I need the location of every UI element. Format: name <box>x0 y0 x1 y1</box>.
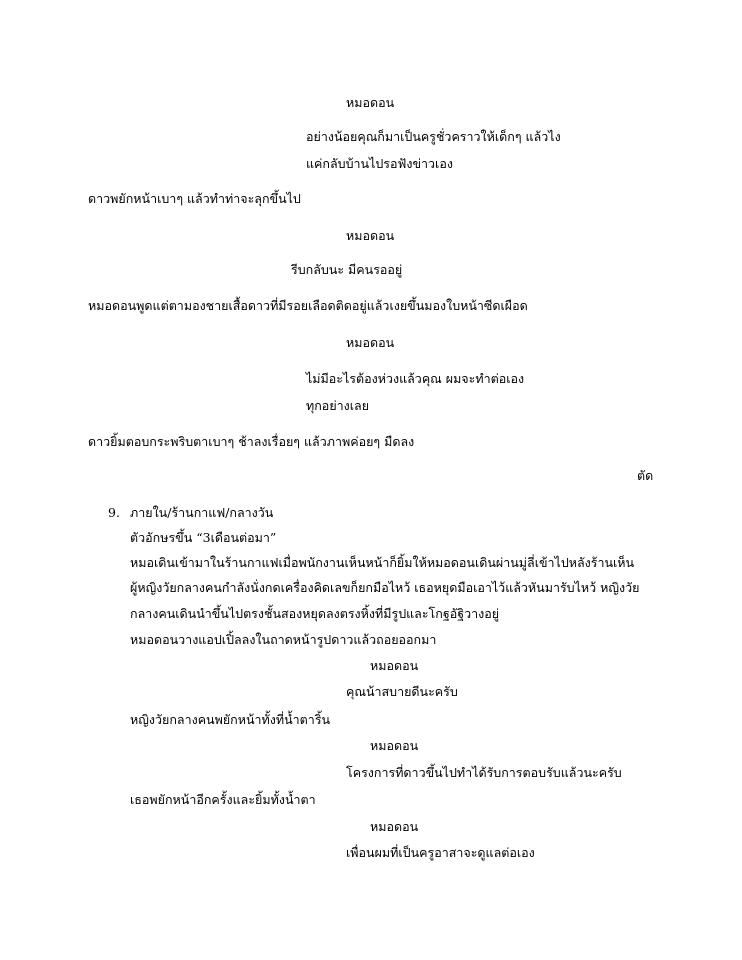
title-card-line: ตัวอักษรขึ้น “3เดือนต่อมา” <box>130 530 277 545</box>
character-cue: หมอดอน <box>346 228 395 243</box>
dialogue-line: แค่กลับบ้านไปรอฟังข่าวเอง <box>306 156 453 171</box>
action-line: หมอดอนวางแอปเปิ้ลลงในถาดหน้ารูปดาวแล้วถอยออกมา <box>130 632 437 647</box>
character-cue: หมอดอน <box>370 658 419 673</box>
action-line: เธอพยักหน้าอีกครั้งและยิ้มทั้งน้ำตา <box>130 792 316 807</box>
character-cue: หมอดอน <box>346 95 395 110</box>
action-line: หมอเดินเข้ามาในร้านกาแฟเมื่อพนักงานเห็นหน้าก็ยิ้มให้หมอดอนเดินผ่านมู่ลี่เข้าไปหลังร้านเห็น <box>130 555 635 570</box>
dialogue-line: โครงการที่ดาวขึ้นไปทำได้รับการตอบรับแล้วนะครับ <box>346 765 622 780</box>
action-line: ดาวยิ้มตอบกระพริบตาเบาๆ ช้าลงเรื่อยๆ แล้วภาพค่อยๆ มืดลง <box>88 434 415 449</box>
character-cue: หมอดอน <box>370 819 419 834</box>
scene-heading: ภายใน/ร้านกาแฟ/กลางวัน <box>130 505 274 520</box>
character-cue: หมอดอน <box>346 335 395 350</box>
action-line: หญิงวัยกลางคนพยักหน้าทั้งที่น้ำตาริ้น <box>130 712 331 727</box>
dialogue-line: รีบกลับนะ มีคนรออยู่ <box>291 262 403 277</box>
dialogue-line: เพื่อนผมที่เป็นครูอาสาจะดูแลต่อเอง <box>346 845 535 860</box>
scene-number: 9. <box>108 505 120 520</box>
transition-cut: ตัด <box>637 468 654 483</box>
dialogue-line: คุณน้าสบายดีนะครับ <box>346 684 458 699</box>
action-line: หมอดอนพูดแต่ตามองชายเสื้อดาวที่มีรอยเลือดติดอยู่แล้วเงยขึ้นมองใบหน้าซีดเผือด <box>88 298 528 313</box>
character-cue: หมอดอน <box>370 738 419 753</box>
action-line: ผู้หญิงวัยกลางคนกำลังนั่งกดเครื่องคิดเลขก็ยกมือไหว้ เธอหยุดมือเอาไว้แล้วหันมารับไหว้ หญิงวัย <box>130 580 640 595</box>
action-line: กลางคนเดินนำขึ้นไปตรงชั้นสองหยุดลงตรงหิ้งที่มีรูปและโกฐอัฐิวางอยู่ <box>130 606 500 621</box>
dialogue-line: ทุกอย่างเลย <box>306 398 370 413</box>
action-line: ดาวพยักหน้าเบาๆ แล้วทำท่าจะลุกขึ้นไป <box>88 191 301 206</box>
dialogue-line: อย่างน้อยคุณก็มาเป็นครูชั่วคราวให้เด็กๆ แล้วไง <box>306 129 561 144</box>
dialogue-line: ไม่มีอะไรต้องห่วงแล้วคุณ ผมจะทำต่อเอง <box>306 371 525 386</box>
